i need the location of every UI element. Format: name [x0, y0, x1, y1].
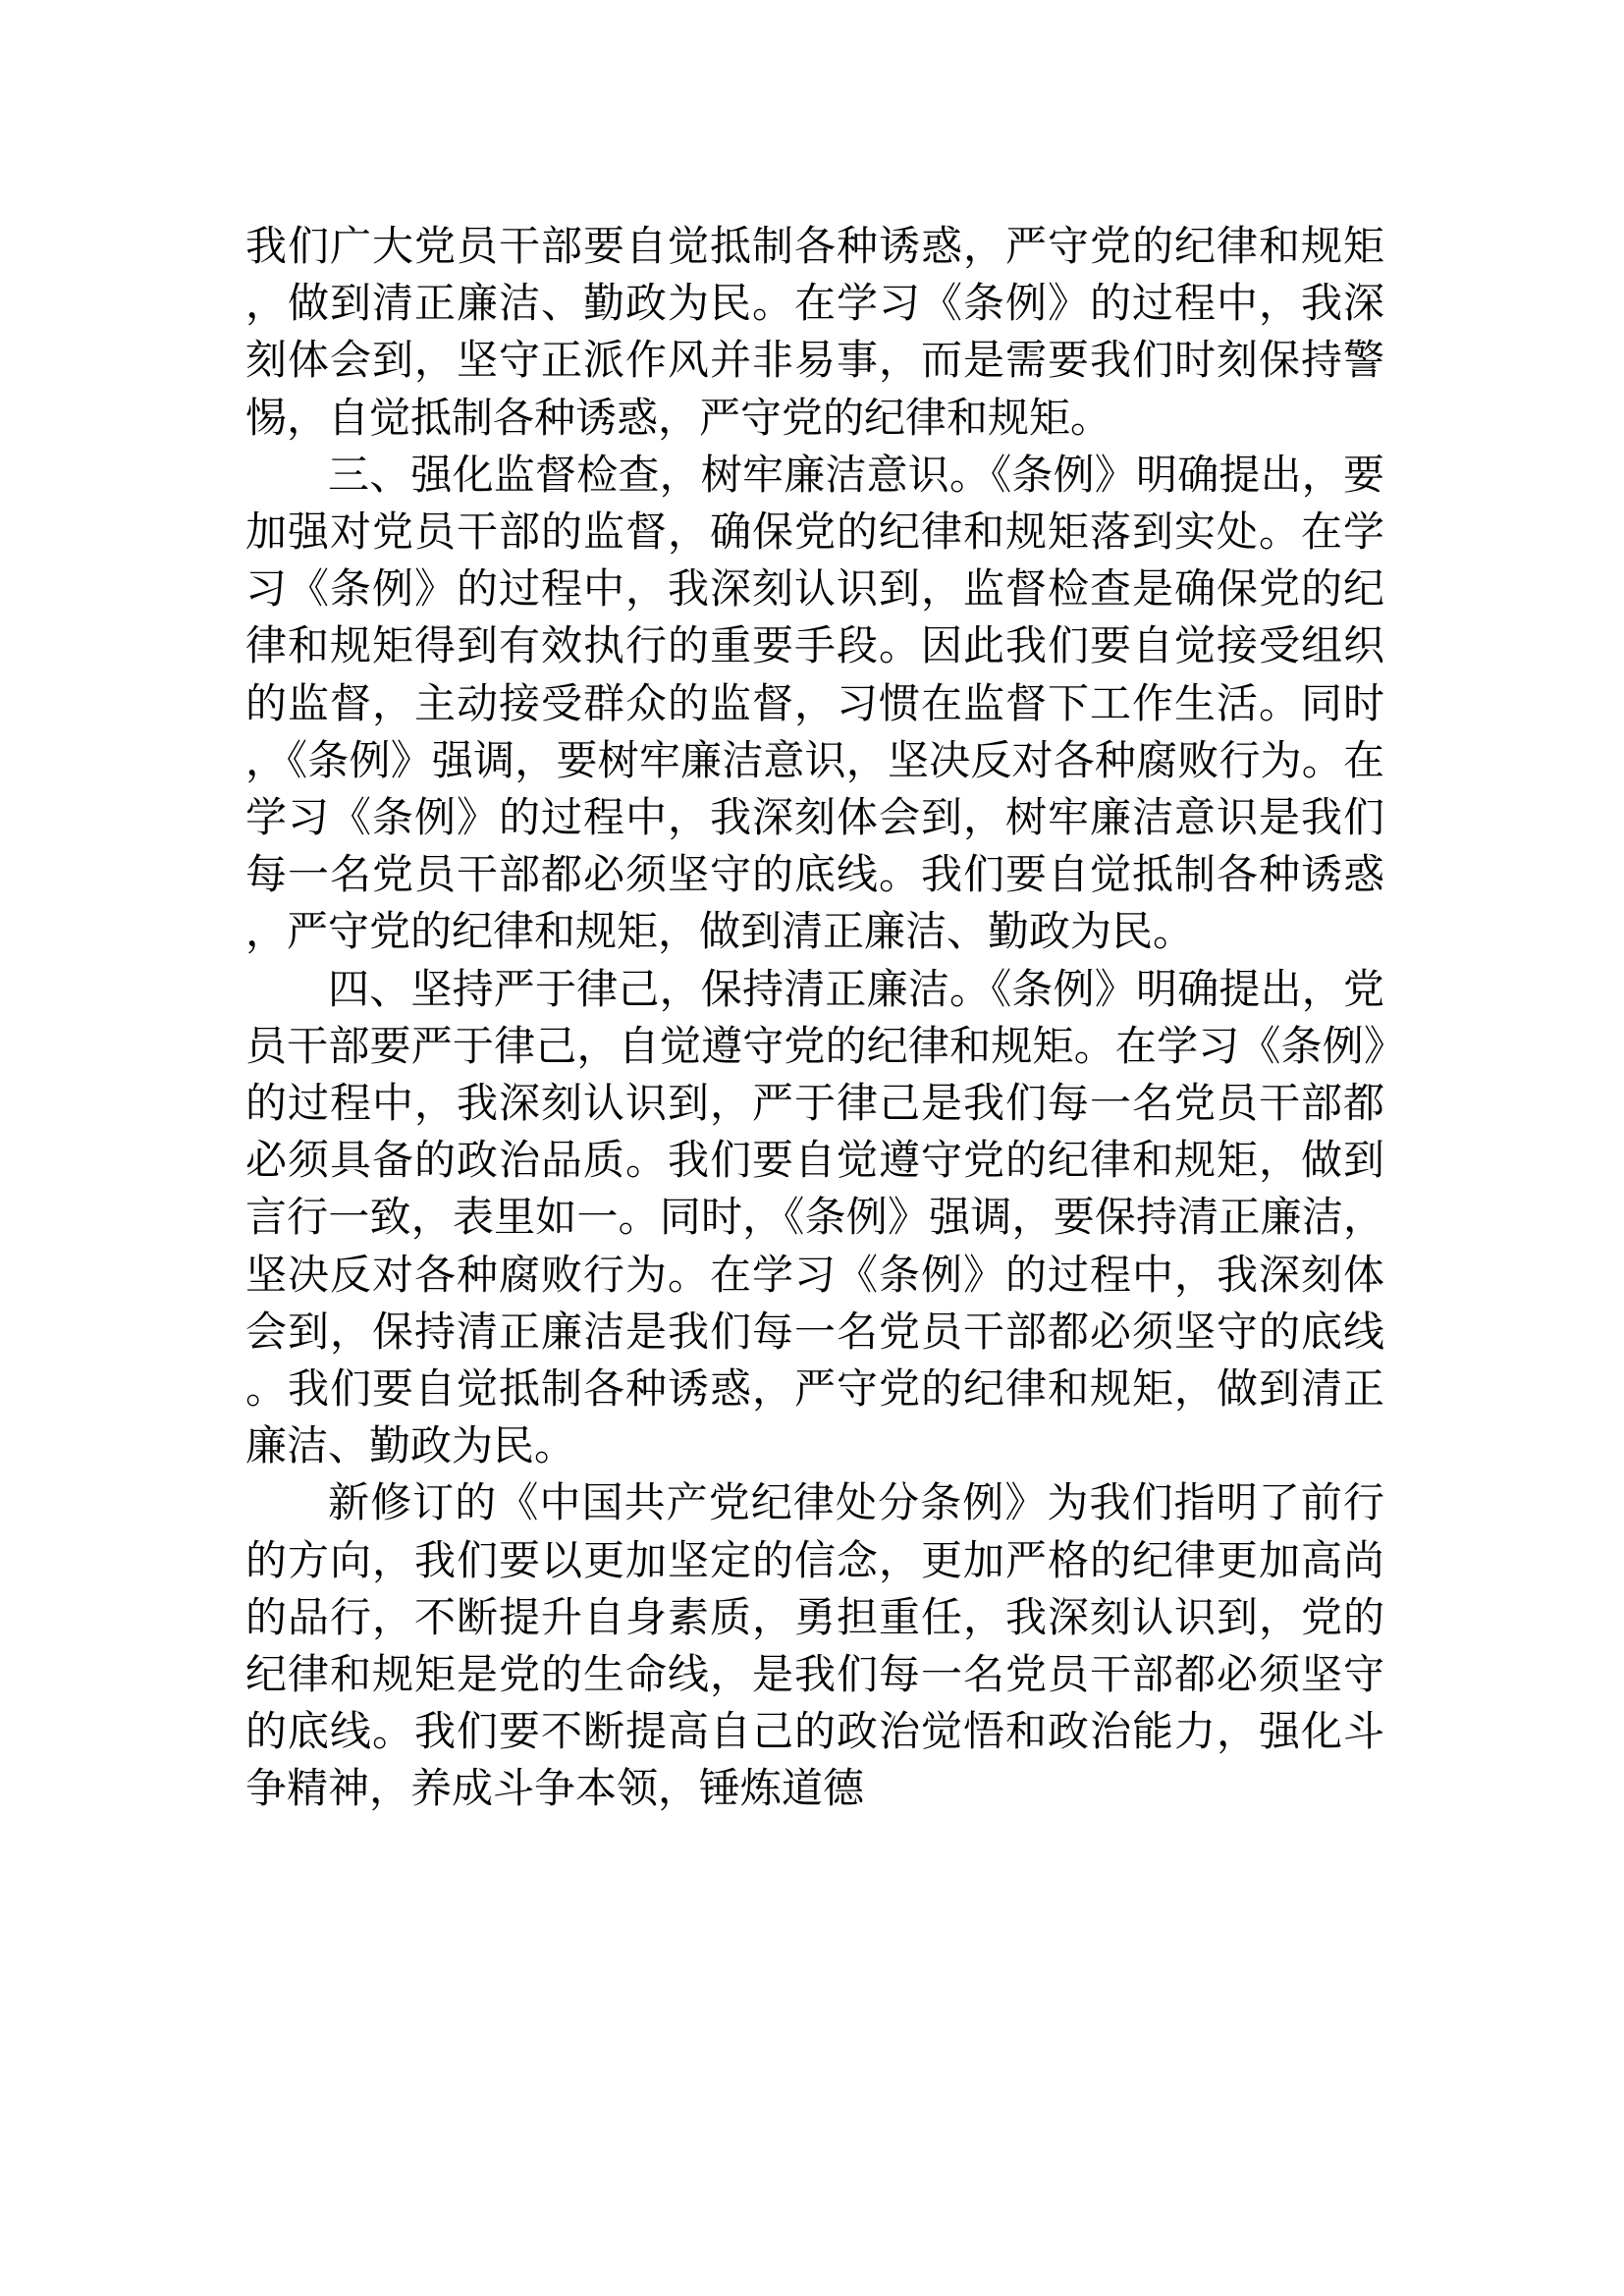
paragraph-section-3: 三、强化监督检查，树牢廉洁意识。《条例》明确提出，要加强对党员干部的监督，确保党的纪律和规矩落到实处。在学习《条例》的过程中，我深刻认识到，监督检查是确保党的纪律和规矩得到有效执行的重要手段。因此我们要自觉接受组织的监督，主动接受群众的监督，习惯在监督下工作生活。同时，《条例》强调，要树牢廉洁意识，坚决反对各种腐败行为。在学习《条例》的过程中，我深刻体会到，树牢廉洁意识是我们每一名党员干部都必须坚守的底线。我们要自觉抵制各种诱惑，严守党的纪律和规矩，做到清正廉洁、勤政为民。 — [245, 450, 1384, 956]
paragraph-section-4: 四、坚持严于律己，保持清正廉洁。《条例》明确提出，党员干部要严于律己，自觉遵守党的纪律和规矩。在学习《条例》的过程中，我深刻认识到，严于律己是我们每一名党员干部都必须具备的政治品质。我们要自觉遵守党的纪律和规矩，做到言行一致，表里如一。同时，《条例》强调，要保持清正廉洁，坚决反对各种腐败行为。在学习《条例》的过程中，我深刻体会到，保持清正廉洁是我们每一名党员干部都必须坚守的底线。我们要自觉抵制各种诱惑，严守党的纪律和规矩，做到清正廉洁、勤政为民。 — [245, 964, 1384, 1470]
paragraph-conclusion: 新修订的《中国共产党纪律处分条例》为我们指明了前行的方向，我们要以更加坚定的信念，更加严格的纪律更加高尚的品行，不断提升自身素质，勇担重任，我深刻认识到，党的纪律和规矩是党的生命线，是我们每一名党员干部都必须坚守的底线。我们要不断提高自己的政治觉悟和政治能力，强化斗争精神，养成斗争本领，锤炼道德 — [245, 1478, 1384, 1813]
document-body — [245, 218, 1384, 1818]
paragraph-continuation: 我们广大党员干部要自觉抵制各种诱惑，严守党的纪律和规矩，做到清正廉洁、勤政为民。在学习《条例》的过程中，我深刻体会到，坚守正派作风并非易事，而是需要我们时刻保持警惕，自觉抵制各种诱惑，严守党的纪律和规矩。 — [245, 222, 1384, 442]
